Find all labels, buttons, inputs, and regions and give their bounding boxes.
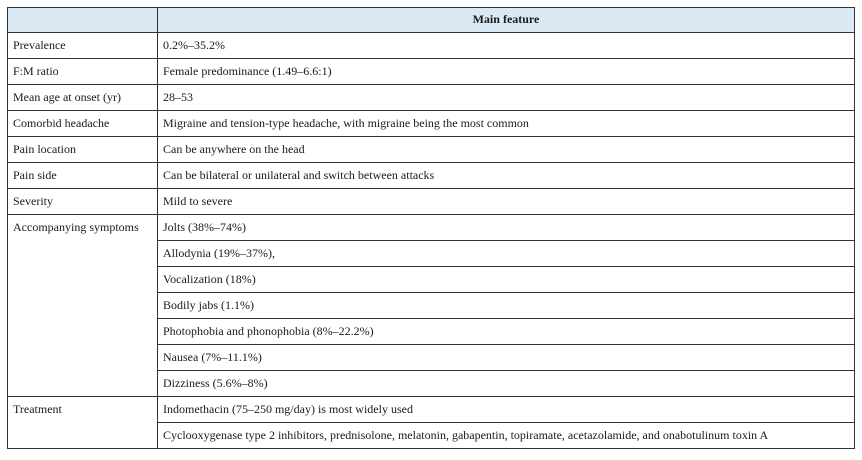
row-label-pain-location: Pain location — [8, 137, 158, 163]
row-label-accompanying-symptoms: Accompanying symptoms — [8, 215, 158, 397]
table-row — [8, 111, 855, 137]
row-value-pain-location: Can be anywhere on the head — [158, 137, 855, 163]
row-value-prevalence: 0.2%–35.2% — [158, 33, 855, 59]
row-label-prevalence: Prevalence — [8, 33, 158, 59]
row-label-comorbid-headache: Comorbid headache — [8, 111, 158, 137]
row-value-fm-ratio: Female predominance (1.49–6.6:1) — [158, 59, 855, 85]
row-label-treatment: Treatment — [8, 397, 158, 449]
table-row — [8, 215, 855, 241]
row-label-severity: Severity — [8, 189, 158, 215]
row-value-treatment: Indomethacin (75–250 mg/day) is most widely used — [158, 397, 855, 423]
row-label-pain-side: Pain side — [8, 163, 158, 189]
table-header-row — [8, 8, 855, 33]
row-value-symptom: Dizziness (5.6%–8%) — [158, 371, 855, 397]
table-row — [8, 163, 855, 189]
row-label-mean-age: Mean age at onset (yr) — [8, 85, 158, 111]
row-value-symptom: Vocalization (18%) — [158, 267, 855, 293]
row-value-severity: Mild to severe — [158, 189, 855, 215]
row-value-symptom: Bodily jabs (1.1%) — [158, 293, 855, 319]
row-label-fm-ratio: F:M ratio — [8, 59, 158, 85]
header-main-feature: Main feature — [158, 8, 855, 33]
table-row — [8, 397, 855, 423]
row-value-mean-age: 28–53 — [158, 85, 855, 111]
row-value-symptom: Photophobia and phonophobia (8%–22.2%) — [158, 319, 855, 345]
table-row — [8, 85, 855, 111]
table-row — [8, 189, 855, 215]
row-value-treatment: Cyclooxygenase type 2 inhibitors, prednisolone, melatonin, gabapentin, topiramate, acetazolamide, and onabotulinum toxin A — [158, 423, 855, 449]
row-value-symptom: Jolts (38%–74%) — [158, 215, 855, 241]
table-row — [8, 33, 855, 59]
header-corner-cell — [8, 8, 158, 33]
table-row — [8, 137, 855, 163]
row-value-comorbid-headache: Migraine and tension-type headache, with migraine being the most common — [158, 111, 855, 137]
feature-table — [7, 7, 855, 449]
row-value-symptom: Allodynia (19%–37%), — [158, 241, 855, 267]
row-value-pain-side: Can be bilateral or unilateral and switch between attacks — [158, 163, 855, 189]
table-row — [8, 59, 855, 85]
row-value-symptom: Nausea (7%–11.1%) — [158, 345, 855, 371]
